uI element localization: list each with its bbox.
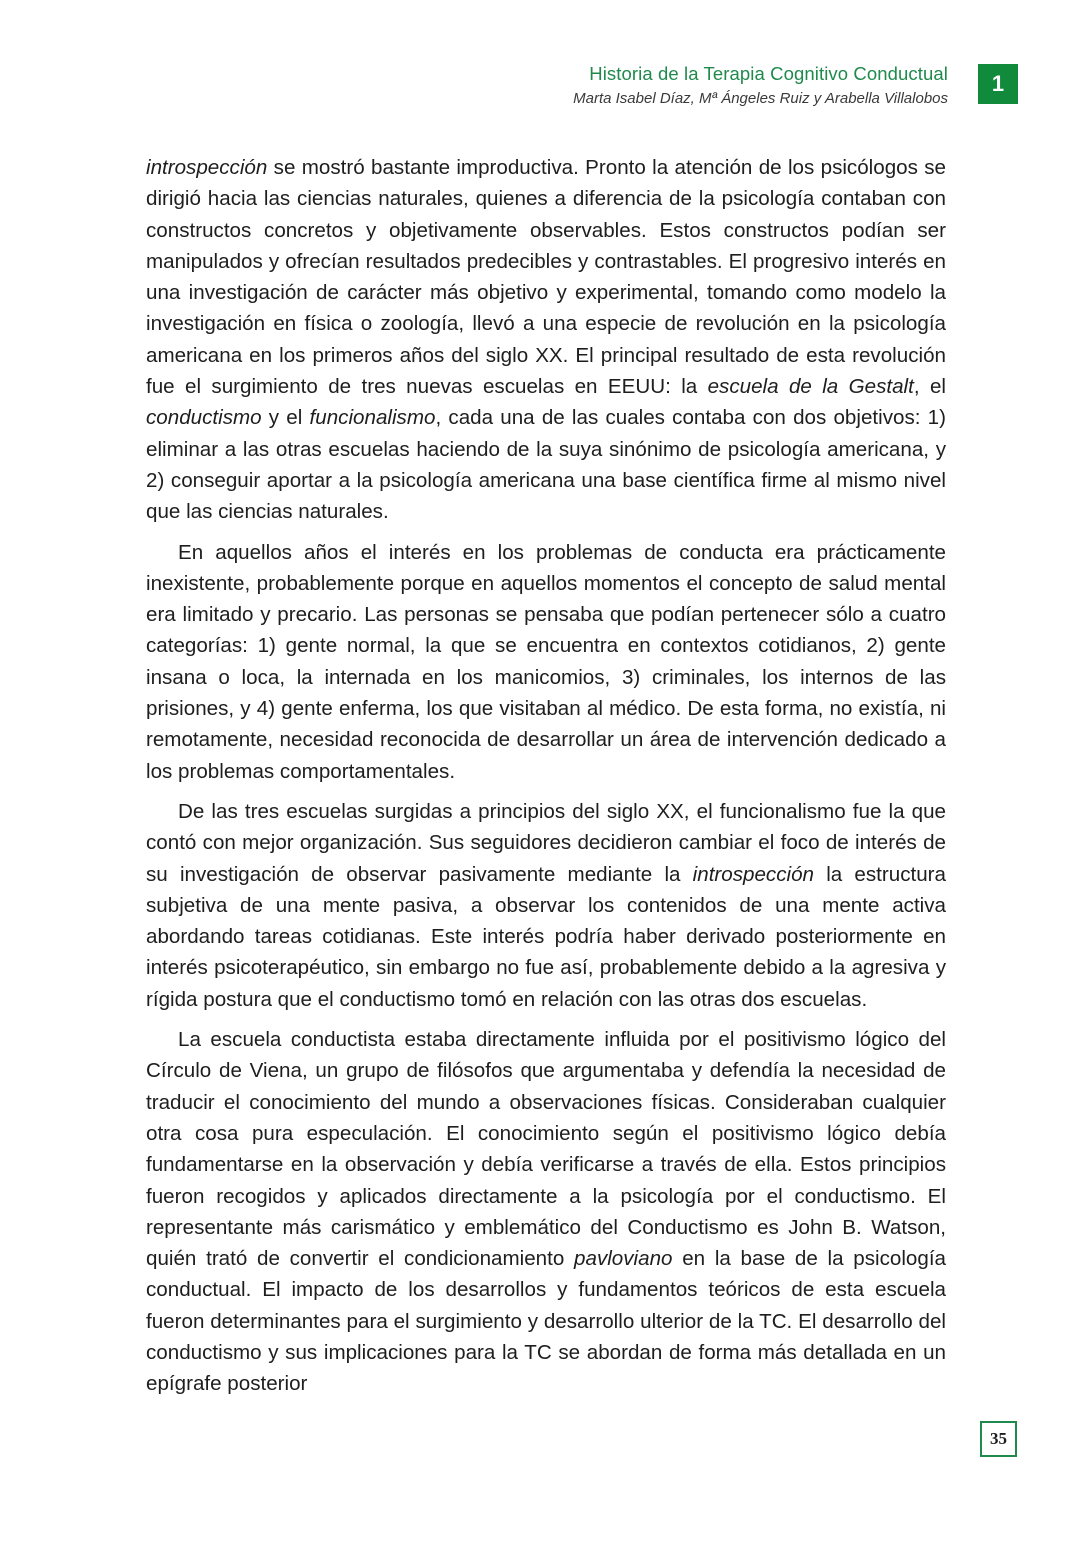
emphasis-introspeccion: introspección [146,156,268,179]
emphasis-funcionalismo: funcionalismo [309,406,436,430]
emphasis-gestalt: escuela de la Gestalt [707,375,914,399]
running-header-title: Historia de la Terapia Cognitivo Conductual [589,63,948,84]
paragraph-1-text-b: , el [913,375,946,399]
emphasis-introspeccion-2: introspección [692,862,815,886]
running-header [573,62,948,112]
paragraph-3 [146,796,946,1015]
emphasis-conductismo: conductismo [146,406,262,430]
body-text [146,152,946,1409]
emphasis-pavloviano: pavloviano [574,1247,673,1271]
paragraph-3-text-a: De las tres escuelas surgidas a principios del siglo XX, el funcionalismo fue la que contó con mejor organización. Sus seguidores decidieron cambiar el foco de interés de su investigación de observar pasivamente mediante la [146,799,946,886]
paragraph-1 [146,152,946,528]
page-number: 35 [980,1421,1017,1457]
paragraph-1-text-c: y el [261,406,310,430]
paragraph-1-text-a: se mostró bastante improductiva. Pronto la atención de los psicólogos se dirigió hacia las ciencias naturales, quienes a diferencia de la psicología contaban con constructos concretos y objetivamente observables. Estos constructos podían ser manipulados y ofrecían resultados predecibles y contrastables. El progresivo interés en una investigación de carácter más objetivo y experimental, tomando como modelo la investigación en física o zoología, llevó a una especie de revolución en la psicología americana en los primeros años del siglo XX. El principal resultado de esta revolución fue el surgimiento de tres nuevas escuelas en EEUU: la [146,156,946,399]
paragraph-2: En aquellos años el interés en los problemas de conducta era prácticamente inexistente, probablemente porque en aquellos momentos el concepto de salud mental era limitado y precario. Las personas se pensaba que podían pertenecer sólo a cuatro categorías: 1) gente normal, la que se encuentra en contextos cotidianos, 2) gente insana o loca, la internada en los manicomios, 3) criminales, los internos de las prisiones, y 4) gente enferma, los que visitaban al médico. De esta forma, no existía, ni remotamente, necesidad reconocida de desarrollar un área de intervención dedicado a los problemas comportamentales. [146,540,946,783]
chapter-number-badge: 1 [978,64,1018,104]
running-header-authors: Marta Isabel Díaz, Mª Ángeles Ruiz y Arabella Villalobos [573,90,948,107]
paragraph-3-text-b: la estructura subjetiva de una mente pasiva, a observar los contenidos de una mente activa abordando tareas cotidianas. Este interés podría haber derivado posteriormente en interés psicoterapéutico, sin embargo no fue así, probablemente debido a la agresiva y rígida postura que el conductismo tomó en relación con las otras dos escuelas. [146,862,946,1011]
paragraph-4 [146,1024,946,1400]
paragraph-1-text-d: , cada una de las cuales contaba con dos objetivos: 1) eliminar a las otras escuelas haciendo de la suya sinónimo de psicología americana, y 2) conseguir aportar a la psicología americana una base científica firme al mismo nivel que las ciencias naturales. [146,406,946,524]
paragraph-4-text-b: en la base de la psicología conductual. El impacto de los desarrollos y fundamentos teóricos de esta escuela fueron determinantes para el surgimiento y desarrollo ulterior de la TC. El desarrollo del conductismo y sus implicaciones para la TC se abordan de forma más detallada en un epígrafe posterior [146,1247,947,1396]
paragraph-4-text-a: La escuela conductista estaba directamente influida por el positivismo lógico del Círculo de Viena, un grupo de filósofos que argumentaba y defendía la necesidad de traducir el conocimiento del mundo a observaciones físicas. Consideraban cualquier otra cosa pura especulación. El conocimiento según el positivismo lógico debía fundamentarse en la observación y debía verificarse a través de ella. Estos principios fueron recogidos y aplicados directamente a la psicología por el conductismo. El representante más carismático y emblemático del Conductismo es John B. Watson, quién trató de convertir el condicionamiento [146,1028,946,1271]
